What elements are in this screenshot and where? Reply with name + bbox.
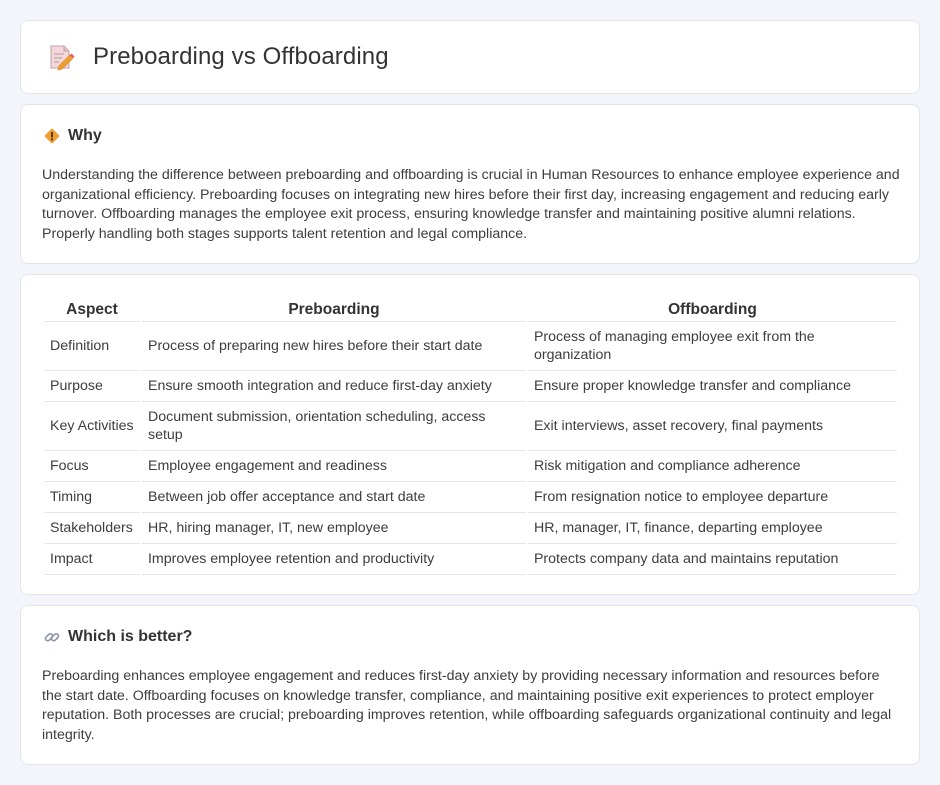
document-pencil-icon <box>45 42 75 72</box>
comparison-card <box>20 274 920 595</box>
cell-offboarding: Process of managing employee exit from the organization <box>528 322 897 371</box>
title-card <box>20 20 920 94</box>
cell-aspect: Key Activities <box>44 402 140 451</box>
cell-aspect: Stakeholders <box>44 513 140 544</box>
table-row <box>44 322 897 371</box>
better-heading-row <box>43 628 192 646</box>
cell-preboarding: HR, hiring manager, IT, new employee <box>142 513 526 544</box>
cell-offboarding: Exit interviews, asset recovery, final payments <box>528 402 897 451</box>
header-offboarding: Offboarding <box>528 295 897 322</box>
title-row <box>45 42 389 72</box>
better-body: Preboarding enhances employee engagement and reduces first-day anxiety by providing necessary information and resources before the start date. Offboarding focuses on knowledge transfer, compliance, and maintaining positive exit experiences to protect employer reputation. Both processes are crucial; preboarding improves retention, while offboarding safeguards organizational continuity and legal integrity. <box>42 668 892 743</box>
page-title: Preboarding vs Offboarding <box>93 43 389 70</box>
cell-aspect: Focus <box>44 451 140 482</box>
cell-offboarding: Ensure proper knowledge transfer and compliance <box>528 371 897 402</box>
why-heading: Why <box>68 127 102 144</box>
cell-aspect: Definition <box>44 322 140 371</box>
table-row <box>44 482 897 513</box>
why-heading-row <box>43 127 102 145</box>
table-row <box>44 513 897 544</box>
cell-preboarding: Between job offer acceptance and start date <box>142 482 526 513</box>
link-icon <box>43 628 61 646</box>
why-body: Understanding the difference between preboarding and offboarding is crucial in Human Resources to enhance employee experience and organizational efficiency. Preboarding focuses on integrating new hires before their first day, increasing engagement and reducing early turnover. Offboarding manages the employee exit process, ensuring knowledge transfer and maintaining positive alumni relations. Properly handling both stages supports talent retention and legal compliance. <box>42 167 900 242</box>
table-row <box>44 402 897 451</box>
cell-preboarding: Ensure smooth integration and reduce first-day anxiety <box>142 371 526 402</box>
cell-aspect: Impact <box>44 544 140 575</box>
table-row <box>44 544 897 575</box>
cell-aspect: Timing <box>44 482 140 513</box>
cell-offboarding: Protects company data and maintains reputation <box>528 544 897 575</box>
cell-preboarding: Process of preparing new hires before their start date <box>142 322 526 371</box>
cell-offboarding: Risk mitigation and compliance adherence <box>528 451 897 482</box>
table-row <box>44 451 897 482</box>
cell-preboarding: Improves employee retention and productivity <box>142 544 526 575</box>
cell-offboarding: HR, manager, IT, finance, departing employee <box>528 513 897 544</box>
table-row <box>44 371 897 402</box>
better-heading: Which is better? <box>68 628 193 645</box>
cell-preboarding: Employee engagement and readiness <box>142 451 526 482</box>
comparison-table <box>42 295 899 575</box>
table-header-row <box>44 295 897 322</box>
header-aspect: Aspect <box>44 295 140 322</box>
why-card <box>20 104 920 264</box>
better-card <box>20 605 920 765</box>
warning-diamond-icon <box>43 127 61 145</box>
cell-offboarding: From resignation notice to employee departure <box>528 482 897 513</box>
cell-aspect: Purpose <box>44 371 140 402</box>
cell-preboarding: Document submission, orientation scheduling, access setup <box>142 402 526 451</box>
header-preboarding: Preboarding <box>142 295 526 322</box>
